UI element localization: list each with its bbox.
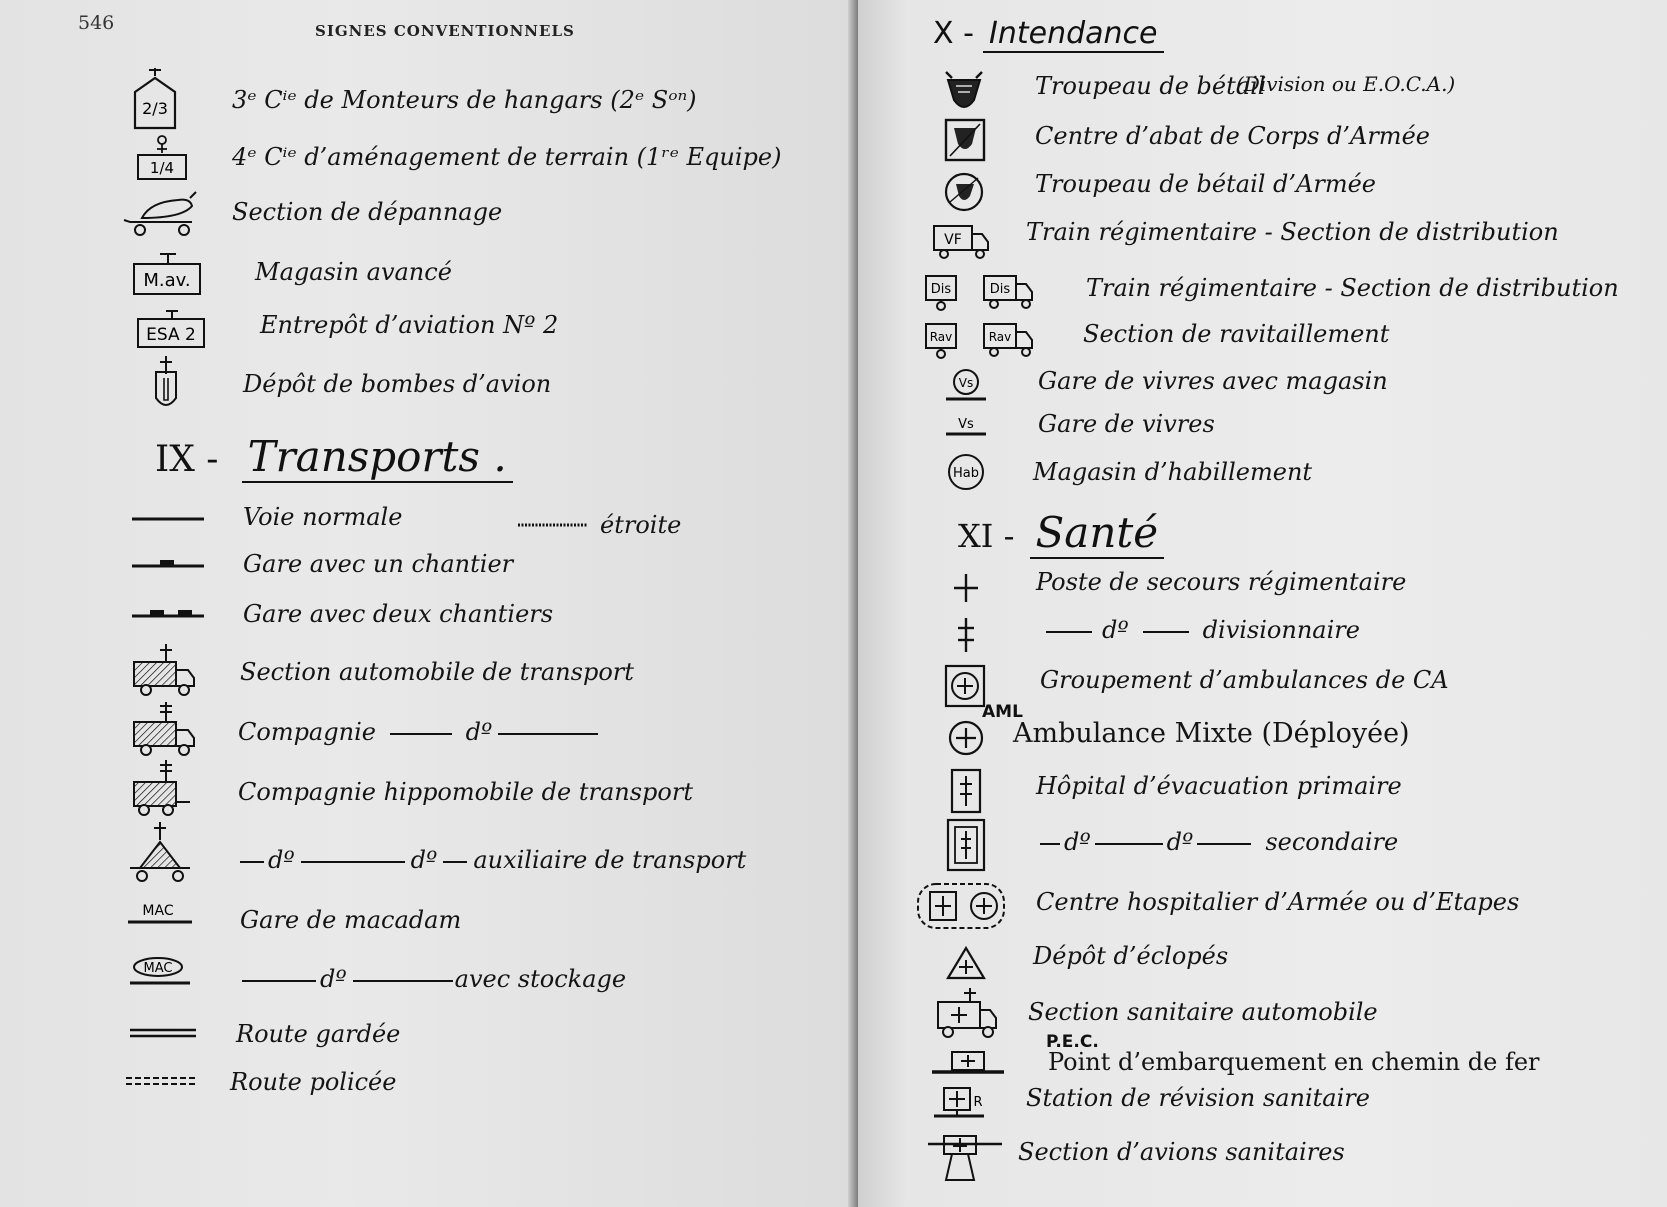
aid-post-icon — [918, 566, 1008, 616]
legend-text: Dépôt de bombes d’avion — [243, 370, 552, 398]
svg-text:MAC: MAC — [143, 961, 173, 976]
macadam-station-icon — [120, 898, 210, 948]
ditto-mark: dº — [268, 846, 295, 874]
svg-text:R: R — [973, 1095, 983, 1110]
legend-text: Voie normale — [243, 503, 403, 531]
legend-text: Gare de vivres avec magasin — [1038, 367, 1388, 395]
legend-text: Section automobile de transport — [240, 658, 634, 686]
section-heading-intendance — [933, 16, 1164, 51]
svg-text:2/3: 2/3 — [142, 99, 168, 118]
ditto-mark: dº — [1064, 828, 1091, 856]
legend-label: auxiliaire de transport — [473, 846, 747, 874]
symbol-label: AML — [982, 702, 1023, 722]
ditto-mark: dº — [465, 718, 493, 746]
legend-text: Station de révision sanitaire — [1026, 1084, 1370, 1112]
ditto-mark: dº — [320, 965, 347, 993]
svg-text:VF: VF — [944, 232, 962, 248]
svg-text:ESA 2: ESA 2 — [146, 325, 196, 345]
section-number: XI - — [958, 517, 1015, 555]
stragglers-depot-icon — [918, 940, 1008, 990]
legend-extra-text: (Division ou E.O.C.A.) — [1236, 72, 1456, 96]
svg-text:MAC: MAC — [142, 903, 174, 919]
legend-text: 4ᵉ Cⁱᵉ d’aménagement de terrain (1ʳᵉ Equipe) — [232, 143, 782, 171]
medical-review-icon — [918, 1082, 1008, 1132]
right-page — [858, 0, 1667, 1207]
legend-text: Gare de macadam — [240, 906, 462, 934]
narrow-track-icon — [518, 515, 588, 525]
legend-text: Ambulance Mixte (Déployée) — [1013, 718, 1410, 749]
legend-text: Dépôt d’éclopés — [1033, 942, 1229, 970]
section-title: Intendance — [983, 16, 1164, 53]
army-cattle-icon — [918, 168, 1008, 218]
hangar-unit-icon — [120, 66, 210, 130]
rv-truck-icon — [918, 218, 1008, 268]
legend-text: Section de dépannage — [232, 198, 503, 226]
legend-text: Point d’embarquement en chemin de fer — [1048, 1048, 1540, 1076]
tow-trailer-icon — [120, 190, 210, 240]
legend-label: secondaire — [1265, 828, 1399, 856]
legend-text — [240, 846, 746, 874]
ditto-mark: dº — [410, 846, 438, 874]
running-head: SIGNES CONVENTIONNELS — [315, 22, 575, 40]
svg-text:1/4: 1/4 — [149, 159, 175, 177]
cattle-herd-icon — [918, 70, 1008, 120]
bomb-depot-icon — [120, 354, 210, 414]
legend-text: Gare de vivres — [1038, 410, 1215, 438]
svg-text:Rav: Rav — [988, 330, 1012, 344]
distribution-train-icon — [918, 270, 1068, 320]
motor-transport-section-icon — [120, 642, 210, 700]
svg-text:Dis: Dis — [930, 282, 952, 297]
legend-text: Groupement d’ambulances de CA — [1040, 666, 1449, 694]
legend-text: Section d’avions sanitaires — [1018, 1138, 1345, 1166]
section-title: Santé — [1030, 508, 1165, 559]
medical-aircraft-icon — [918, 1130, 1008, 1190]
policed-road-icon — [120, 1060, 210, 1110]
legend-text: Centre d’abat de Corps d’Armée — [1035, 122, 1430, 150]
section-number: IX - — [155, 439, 219, 480]
legend-text — [1040, 828, 1398, 856]
legend-text: Train régimentaire - Section de distribution — [1086, 274, 1619, 302]
motor-company-icon — [120, 700, 210, 760]
secondary-hospital-icon — [918, 816, 1008, 878]
station-one-yard-icon — [120, 550, 210, 600]
terrain-unit-icon — [120, 135, 210, 185]
warehouse-box-icon — [120, 303, 210, 353]
macadam-storage-icon — [120, 957, 210, 1007]
legend-label: Compagnie — [238, 718, 376, 746]
legend-text: Magasin avancé — [255, 258, 452, 286]
legend-text — [1046, 616, 1360, 644]
slaughter-center-icon — [918, 116, 1008, 172]
legend-text: Gare avec un chantier — [243, 550, 514, 578]
legend-text — [242, 965, 626, 993]
evacuation-hospital-icon — [918, 766, 1008, 822]
svg-text:Hab: Hab — [953, 466, 979, 481]
section-heading-sante — [958, 508, 1164, 557]
normal-track-icon — [120, 503, 210, 553]
hospital-center-icon — [868, 880, 1008, 936]
ditto-mark: dº — [1166, 828, 1194, 856]
legend-text: Centre hospitalier d’Armée ou d’Etapes — [1036, 888, 1520, 916]
svg-text:Dis: Dis — [989, 282, 1011, 297]
legend-label: divisionnaire — [1202, 616, 1360, 644]
store-box-icon — [120, 250, 210, 300]
divisional-aid-icon — [918, 612, 1008, 662]
legend-text: Troupeau de bétail d’Armée — [1035, 170, 1377, 198]
ditto-mark: dº — [1102, 616, 1129, 644]
svg-text:M.av.: M.av. — [143, 270, 191, 291]
svg-text:Vs: Vs — [958, 417, 974, 432]
legend-label: avec stockage — [454, 965, 627, 993]
section-title: Transports . — [242, 432, 513, 483]
legend-text: Hôpital d’évacuation primaire — [1036, 772, 1402, 800]
legend-text: Magasin d’habillement — [1033, 458, 1313, 486]
svg-text:Rav: Rav — [929, 330, 953, 344]
symbol-label: P.E.C. — [1046, 1032, 1099, 1052]
medical-motor-section-icon — [918, 986, 1008, 1044]
legend-text: 3ᵉ Cⁱᵉ de Monteurs de hangars (2ᵉ Sᵒⁿ) — [232, 86, 697, 114]
legend-text: Poste de secours régimentaire — [1036, 568, 1407, 596]
legend-text: Section sanitaire automobile — [1028, 998, 1378, 1026]
section-number: X - — [933, 16, 974, 51]
auxiliary-company-icon — [120, 820, 210, 886]
legend-text: Entrepôt d’aviation Nº 2 — [260, 311, 559, 339]
guarded-road-icon — [120, 1012, 210, 1062]
resupply-section-icon — [918, 318, 1068, 368]
legend-text — [238, 718, 604, 746]
svg-text:Vs: Vs — [958, 376, 974, 390]
section-heading-transports — [155, 432, 513, 481]
clothing-store-icon — [918, 452, 1008, 502]
legend-text: Section de ravitaillement — [1083, 320, 1390, 348]
legend-text: Compagnie hippomobile de transport — [238, 778, 693, 806]
legend-extra-text: étroite — [600, 511, 682, 539]
mixed-ambulance-icon — [918, 716, 1008, 766]
legend-text: Train régimentaire - Section de distribution — [1026, 218, 1559, 246]
legend-text: Route policée — [230, 1068, 397, 1096]
horse-drawn-company-icon — [120, 758, 210, 820]
food-station-icon — [918, 408, 1008, 458]
legend-text: Route gardée — [236, 1020, 401, 1048]
legend-text: Troupeau de bétail — [1035, 72, 1266, 100]
legend-text: Gare avec deux chantiers — [243, 600, 554, 628]
page-number: 546 — [78, 12, 115, 34]
